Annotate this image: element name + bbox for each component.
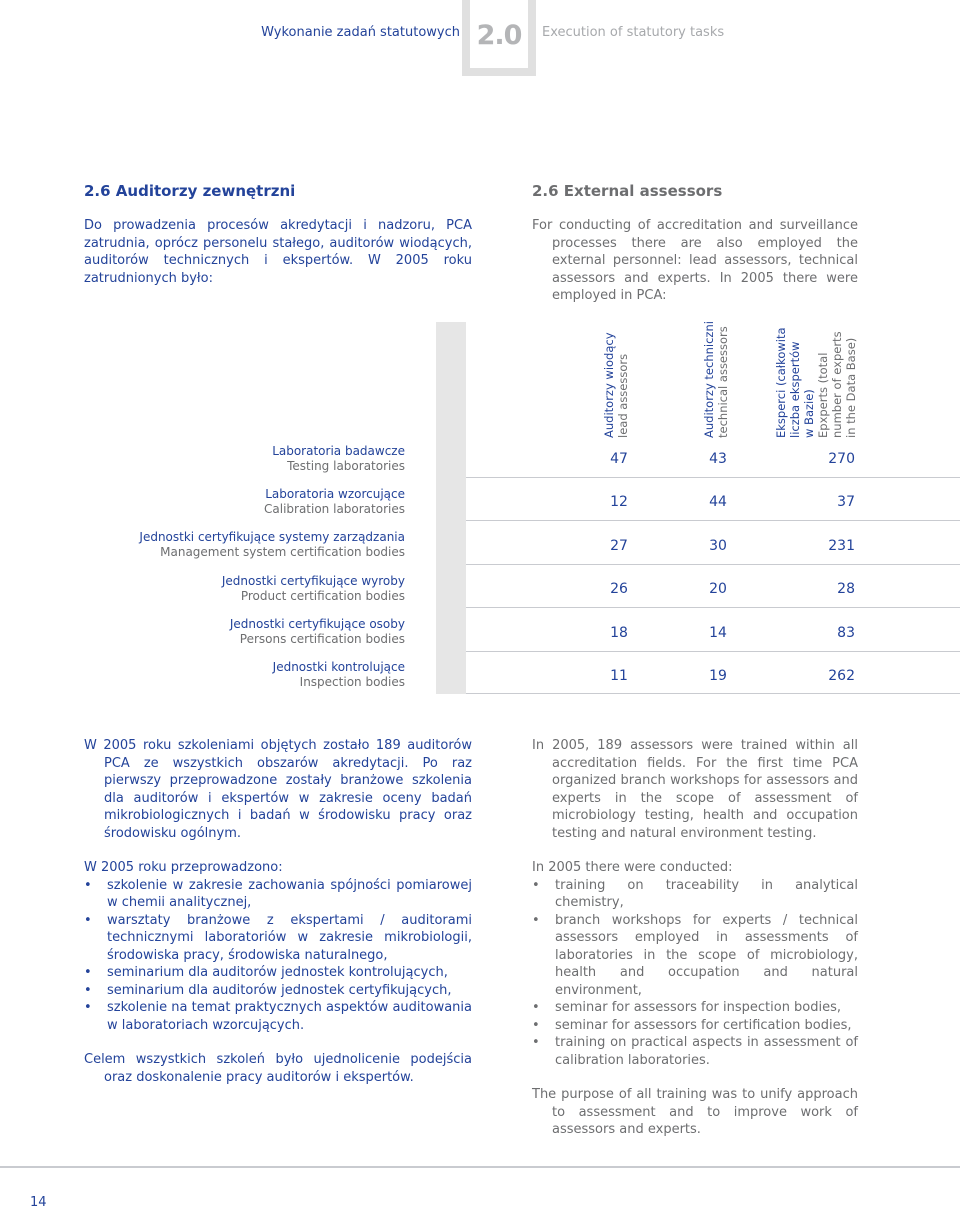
col-header-technical: [702, 321, 730, 438]
list-item: • seminarium dla auditorów jednostek certyfikujących,: [84, 982, 472, 1000]
cell-experts: 28: [837, 581, 855, 597]
col-header-technical-pl: Auditorzy techniczni: [702, 321, 716, 438]
table-row-label: [273, 660, 405, 690]
col-header-lead-en: lead assessors: [616, 353, 630, 438]
col-header-experts-pl3: w Bazie): [802, 389, 816, 438]
cell-experts: 231: [828, 538, 855, 554]
table-side-bar: [436, 322, 466, 694]
training-en-list: [532, 877, 858, 1070]
cell-lead: 18: [610, 625, 628, 641]
page-number: 14: [30, 1195, 47, 1210]
training-pl: [84, 737, 472, 1086]
table-row-label: [222, 574, 405, 604]
row-label-pl: Jednostki certyfikujące systemy zarządzania: [139, 530, 405, 544]
row-label-en: Product certification bodies: [240, 589, 405, 603]
row-label-pl: Laboratoria badawcze: [272, 444, 405, 458]
cell-technical: 44: [709, 494, 727, 510]
list-item: • szkolenie w zakresie zachowania spójności pomiarowej w chemii analitycznej,: [84, 877, 472, 912]
row-label-pl: Jednostki certyfikujące osoby: [229, 617, 405, 631]
cell-lead: 27: [610, 538, 628, 554]
row-label-pl: Jednostki kontrolujące: [272, 660, 405, 674]
cell-technical: 43: [709, 451, 727, 467]
section-text-pl: Do prowadzenia procesów akredytacji i nadzoru, PCA zatrudnia, oprócz personelu stałego, auditorów wiodących, auditorów technicznych i ekspertów. W 2005 roku zatrudnionych było:: [84, 218, 472, 286]
section-number: 2.0: [476, 20, 522, 51]
row-divider: [466, 693, 960, 694]
cell-experts: 270: [828, 451, 855, 467]
col-header-experts-en1: Epxperts (total: [816, 352, 830, 438]
col-header-lead: [602, 332, 630, 438]
col-header-lead-pl: Auditorzy wiodący: [602, 332, 616, 438]
cell-technical: 30: [709, 538, 727, 554]
section-heading-en: 2.6 External assessors: [532, 182, 723, 200]
row-divider: [466, 651, 960, 652]
table-row-label: [230, 617, 405, 647]
training-en-list-title: In 2005 there were conducted:: [532, 860, 733, 875]
cell-experts: 262: [828, 668, 855, 684]
list-item: • seminarium dla auditorów jednostek kontrolujących,: [84, 964, 472, 982]
training-pl-list: [84, 877, 472, 1035]
cell-experts: 83: [837, 625, 855, 641]
cell-lead: 12: [610, 494, 628, 510]
table-row-label: [272, 444, 405, 474]
col-header-experts-en2: number of experts: [830, 331, 844, 438]
row-label-en: Management system certification bodies: [160, 545, 405, 559]
table-row-label: [264, 487, 405, 517]
col-header-technical-en: technical assessors: [716, 326, 730, 438]
training-en-intro: In 2005, 189 assessors were trained within all accreditation fields. For the first time PCA organized branch workshops for assessors and experts in the scope of assessment of microbiology testing, health and occupation testing and natural environment testing.: [532, 738, 858, 841]
cell-lead: 26: [610, 581, 628, 597]
training-pl-list-title: W 2005 roku przeprowadzono:: [84, 860, 283, 875]
col-header-experts-en3: in the Data Base): [844, 337, 858, 438]
section-text-en: For conducting of accreditation and surveillance processes there are also employed the external personnel: lead assessors, technical assessors and experts. In 2005 there were employed in PCA:: [532, 218, 858, 303]
training-en: [532, 737, 858, 1139]
row-label-en: Testing laboratories: [287, 459, 405, 473]
training-pl-intro: W 2005 roku szkoleniami objętych zostało 189 auditorów PCA ze wszystkich obszarów akredytacji. Po raz pierwszy przeprowadzone zostały branżowe szkolenia dla auditorów i ekspertów w zakresie oceny badań mikrobiologicznych i badań w środowisku pracy oraz środowisku ogólnym.: [84, 738, 472, 841]
row-label-en: Persons certification bodies: [239, 632, 405, 646]
section-heading-pl: 2.6 Auditorzy zewnętrzni: [84, 182, 296, 200]
cell-lead: 47: [610, 451, 628, 467]
list-item: • branch workshops for experts / technical assessors employed in assessments of laboratories in the scope of microbiology, health and occupation and natural environment,: [532, 912, 858, 1000]
col-header-experts: [774, 327, 858, 438]
row-label-pl: Jednostki certyfikujące wyroby: [221, 574, 405, 588]
row-divider: [466, 477, 960, 478]
header-left-title: Wykonanie zadań statutowych: [261, 25, 460, 40]
list-item: • warsztaty branżowe z ekspertami / auditorami technicznymi laboratoriów w zakresie mikrobiologii, środowiska pracy, środowiska naturalnego,: [84, 912, 472, 965]
footer-divider: [0, 1166, 960, 1168]
row-divider: [466, 607, 960, 608]
table-row-label: [139, 530, 405, 560]
row-divider: [466, 520, 960, 521]
list-item: • seminar for assessors for inspection bodies,: [532, 999, 858, 1017]
list-item: • training on practical aspects in assessment of calibration laboratories.: [532, 1034, 858, 1069]
list-item: • szkolenie na temat praktycznych aspektów auditowania w laboratoriach wzorcujących.: [84, 999, 472, 1034]
training-pl-summary: Celem wszystkich szkoleń było ujednolicenie podejścia oraz doskonalenie pracy auditorów i ekspertów.: [84, 1052, 472, 1085]
list-item: • seminar for assessors for certification bodies,: [532, 1017, 858, 1035]
cell-technical: 19: [709, 668, 727, 684]
cell-technical: 20: [709, 581, 727, 597]
row-divider: [466, 564, 960, 565]
header-right-title: Execution of statutory tasks: [542, 25, 725, 40]
list-item: • training on traceability in analytical chemistry,: [532, 877, 858, 912]
training-en-summary: The purpose of all training was to unify approach to assessment and to improve work of assessors and experts.: [532, 1087, 858, 1137]
row-label-en: Calibration laboratories: [264, 502, 405, 516]
cell-experts: 37: [837, 494, 855, 510]
cell-lead: 11: [610, 668, 628, 684]
row-label-en: Inspection bodies: [299, 675, 405, 689]
cell-technical: 14: [709, 625, 727, 641]
col-header-experts-pl1: Eksperci (całkowita: [774, 327, 788, 438]
row-label-pl: Laboratoria wzorcujące: [265, 487, 405, 501]
col-header-experts-pl2: liczba ekspertów: [788, 341, 802, 438]
